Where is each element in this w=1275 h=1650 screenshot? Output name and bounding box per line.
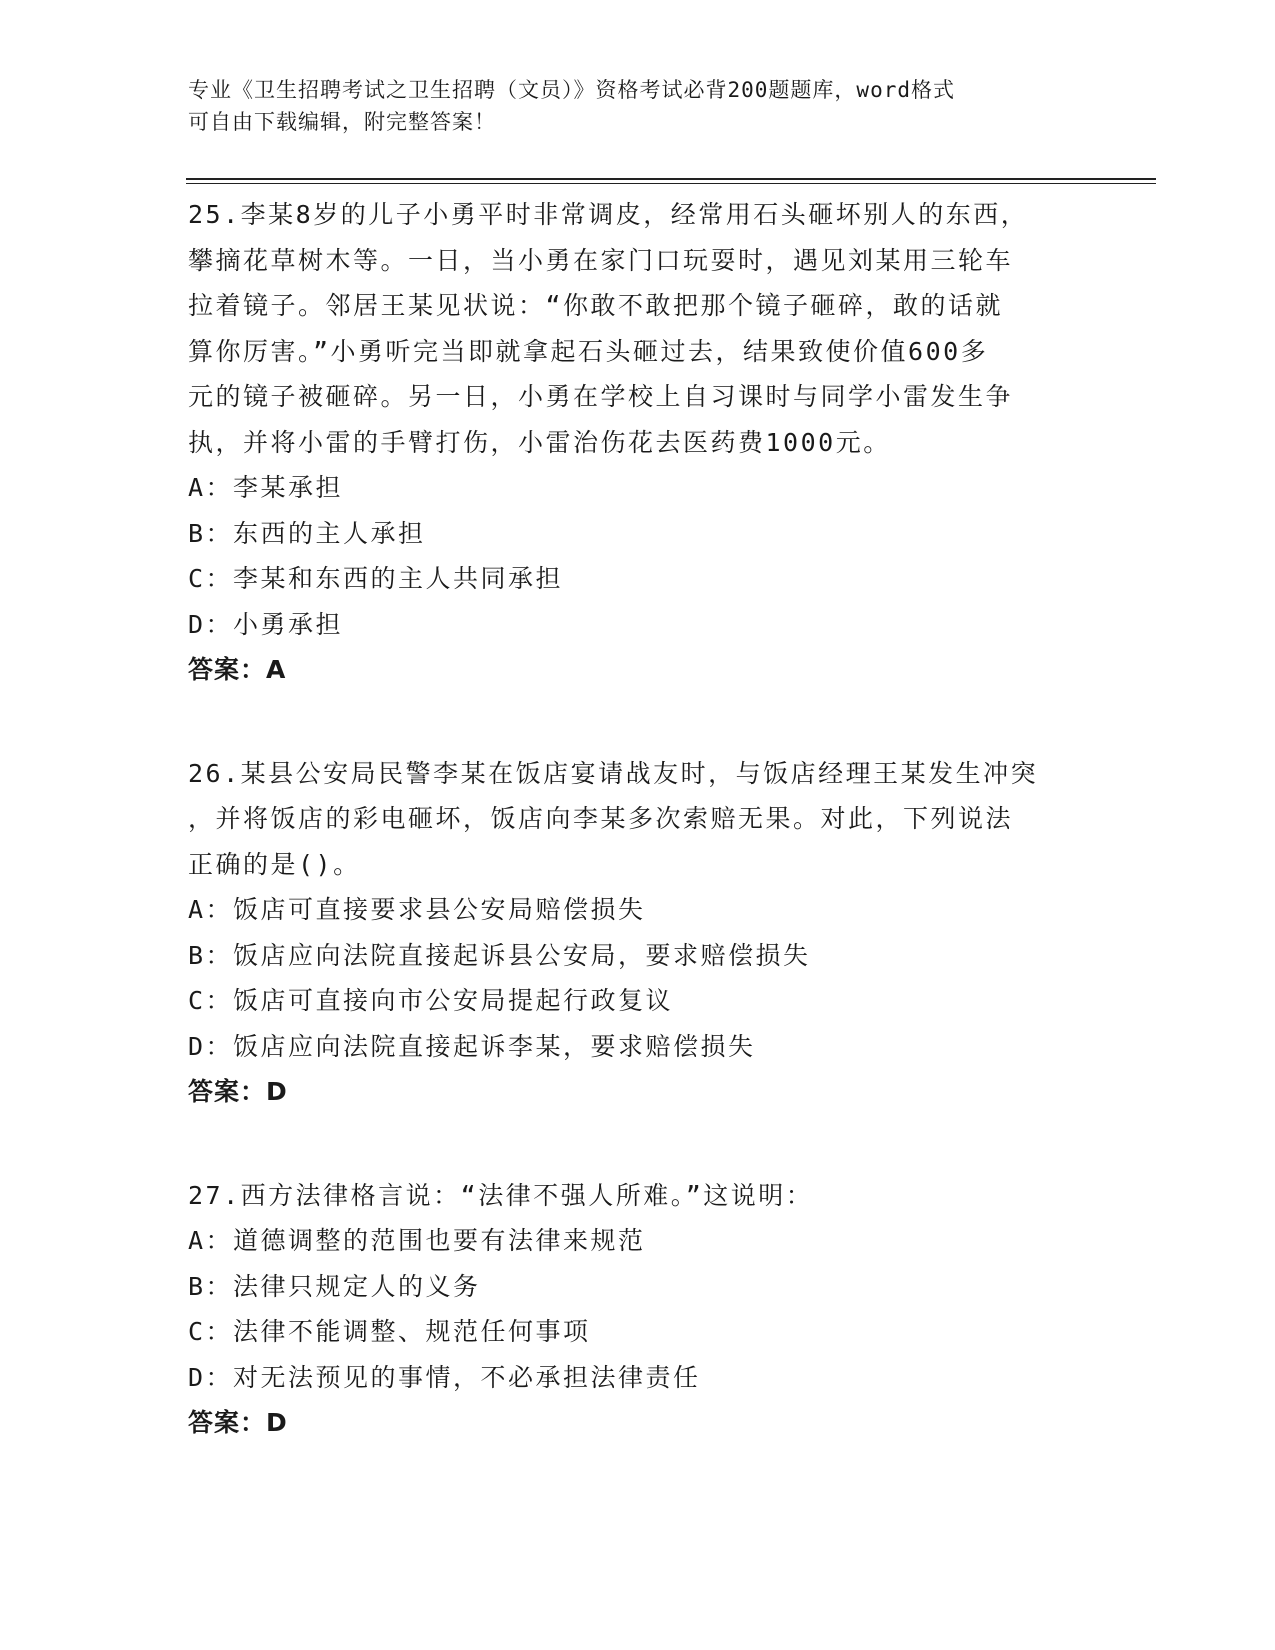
question-stem-line: 正确的是()。 — [188, 849, 361, 879]
question-stem-line: 27.西方法律格言说：“法律不强人所难。”这说明： — [188, 1180, 814, 1210]
question-stem-line: ，并将饭店的彩电砸坏，饭店向李某多次索赔无果。对此，下列说法 — [188, 804, 1014, 833]
question-stem-line: 攀摘花草树木等。一日，当小勇在家门口玩耍时，遇见刘某用三轮车 — [188, 245, 1014, 275]
option-d: D：饭店应向法院直接起诉李某，要求赔偿损失 — [188, 1031, 756, 1061]
option-d: D：小勇承担 — [188, 609, 344, 639]
question-stem-line: 元的镜子被砸碎。另一日，小勇在学校上自习课时与同学小雷发生争 — [188, 382, 1014, 411]
question-27 — [188, 1173, 1108, 1446]
answer-label: 答案：D — [188, 1408, 288, 1437]
question-stem-line: 拉着镜子。邻居王某见状说：“你敢不敢把那个镜子砸碎，敢的话就 — [188, 291, 1004, 320]
question-26 — [188, 751, 1108, 1115]
option-b: B：东西的主人承担 — [188, 518, 426, 548]
option-a: A：饭店可直接要求县公安局赔偿损失 — [188, 895, 646, 924]
header-divider-thin — [186, 183, 1156, 184]
question-stem-line: 25.李某8岁的儿子小勇平时非常调皮，经常用石头砸坏别人的东西， — [188, 200, 1029, 229]
option-a: A：道德调整的范围也要有法律来规范 — [188, 1226, 646, 1255]
option-c: C：饭店可直接向市公安局提起行政复议 — [188, 986, 674, 1015]
question-stem-line: 26.某县公安局民警李某在饭店宴请战友时，与饭店经理王某发生冲突 — [188, 758, 1039, 788]
option-a: A：李某承担 — [188, 473, 344, 502]
question-25 — [188, 192, 1108, 693]
option-c: C：法律不能调整、规范任何事项 — [188, 1317, 591, 1346]
option-b: B：法律只规定人的义务 — [188, 1271, 481, 1301]
option-d: D：对无法预见的事情，不必承担法律责任 — [188, 1362, 701, 1392]
header-line: 专业《卫生招聘考试之卫生招聘（文员）》资格考试必背200题题库，word格式 — [188, 78, 955, 102]
answer-label: 答案：D — [188, 1077, 288, 1106]
question-list — [188, 192, 1108, 1504]
question-stem-line: 算你厉害。”小勇听完当即就拿起石头砸过去，结果致使价值600多 — [188, 336, 989, 366]
document-header — [188, 74, 1088, 138]
option-c: C：李某和东西的主人共同承担 — [188, 564, 564, 593]
option-b: B：饭店应向法院直接起诉县公安局，要求赔偿损失 — [188, 940, 811, 970]
header-divider-thick — [186, 178, 1156, 180]
header-line: 可自由下载编辑，附完整答案！ — [188, 110, 496, 134]
question-stem-line: 执，并将小雷的手臂打伤，小雷治伤花去医药费1000元。 — [188, 427, 891, 457]
answer-label: 答案：A — [188, 655, 287, 684]
